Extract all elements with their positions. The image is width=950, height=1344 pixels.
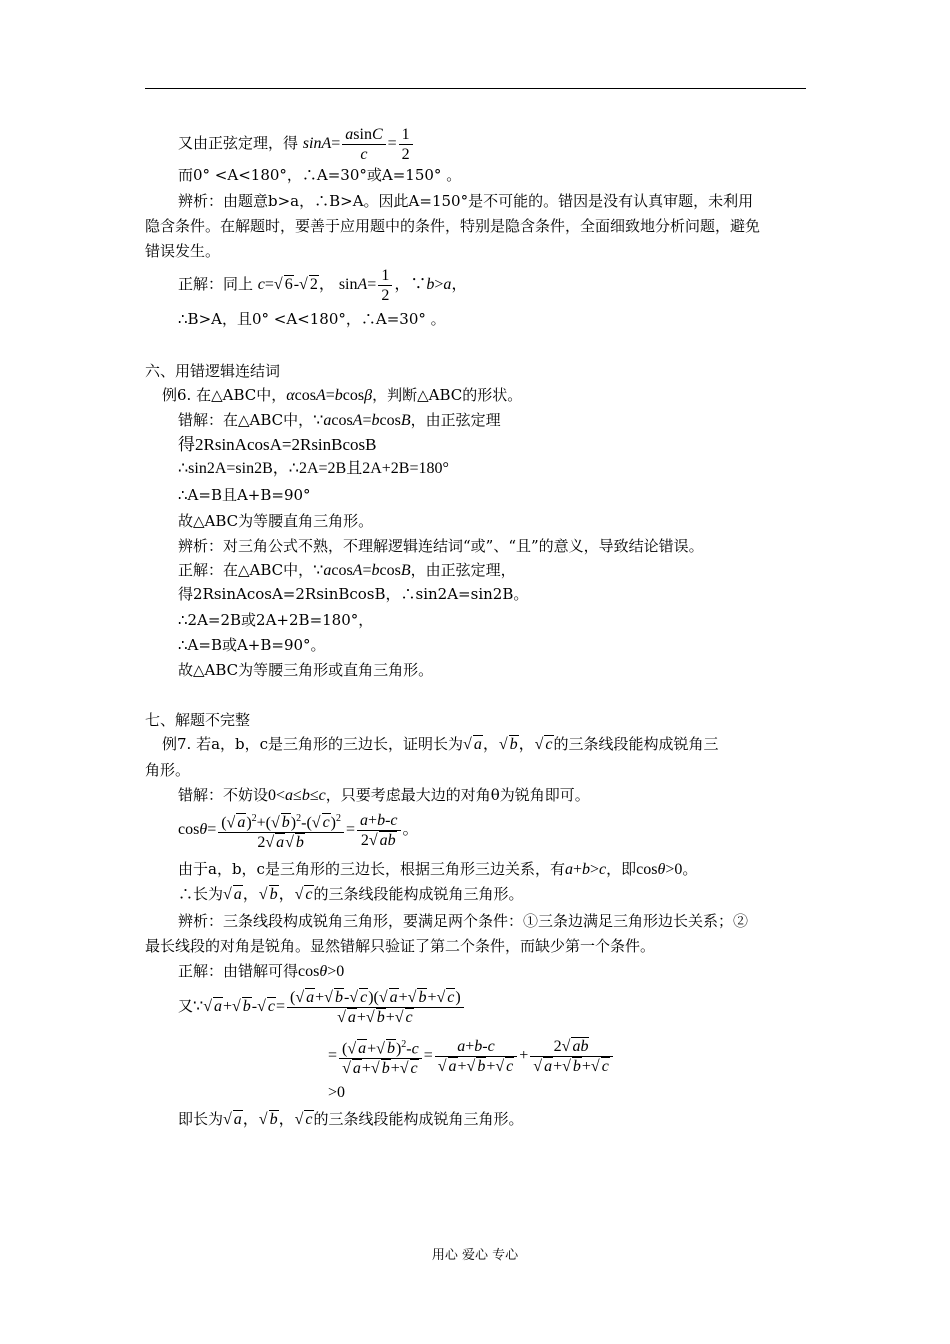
wrong-solution-6-2: 得2RsinAcosA=2RsinBcosB [178, 435, 377, 454]
correct-solution-line [178, 266, 467, 305]
text: ∴长为 [178, 885, 224, 903]
wrong-solution-7-3 [178, 858, 697, 881]
analysis-line-1: 辨析：由题意b>a，∴B>A。因此A=150°是不可能的。错因是没有认真审题，未利用 [178, 192, 754, 210]
example-7-cont: 角形。 [145, 761, 191, 779]
text: ，即 [606, 860, 637, 878]
wrong-solution-6-1 [178, 409, 501, 432]
derivation-line-2: = $\frac{(√ a+√ b)^2-c}{√ a+√ b+√ c}$ = $\frac{a+b-c}{√ a+√ b+√ c}$ + $\frac{2√ ab}{√ a+√ b+√ c}$ [328, 1034, 615, 1078]
header-rule [145, 88, 806, 89]
correct-solution-7-5 [178, 1108, 524, 1131]
sqrt-list: √ a，√ b，√ c [463, 736, 553, 753]
wrong-solution-6-5: 故△ABC为等腰直角三角形。 [178, 512, 374, 530]
line-sine-law [178, 123, 415, 164]
wrong-solution-6-4: ∴A=B且A+B=90° [178, 486, 311, 504]
text: 的三条线段能构成锐角三 [553, 735, 719, 753]
analysis-7-2: 最长线段的对角是锐角。显然错解只验证了第二个条件，而缺少第一个条件。 [145, 937, 656, 955]
wrong-solution-7-1 [178, 784, 590, 807]
analysis-line-2: 隐含条件。在解题时，要善于应用题中的条件，特别是隐含条件，全面细致地分析问题，避免 [145, 217, 761, 235]
text: 的三条线段能构成锐角三角形。 [313, 885, 524, 903]
formula: cosθ>0 [298, 963, 345, 980]
derivation-line-1: 又∵√ a+√ b-√ c= $\frac{(√ a+√ b-√ c)(√ a+√ b+√ c)}{√ a+√ b+√ c}$ [178, 984, 466, 1029]
text: 由于a，b，c是三角形的三边长，根据三角形三边关系，有 [178, 860, 565, 878]
text: 例7. 若a，b，c是三角形的三边长，证明长为 [162, 735, 464, 753]
correct-solution-6-5: 故△ABC为等腰三角形或直角三角形。 [178, 661, 434, 679]
formula: cosθ>0 [636, 861, 683, 878]
text: 例6. 在△ABC中， [162, 386, 287, 404]
formula-ex6: αcosA=bcosβ [286, 387, 373, 404]
formula: 0<a≤b≤c [268, 787, 326, 804]
cos-theta-formula: cosθ= $\frac{(√ a)^2+(√ b)^2-(√ c)^2}{2√ a√ b}$ = $\frac{a+b-c}{2√ ab}$ 。 [178, 808, 419, 852]
conclusion-line: ∴B>A，且0° <A<180°，∴A=30° 。 [178, 310, 446, 328]
text: 错解：在△ABC中， [178, 411, 314, 429]
text: 正解：同上 [178, 275, 254, 294]
formula-c: c=√ 6-√ 2， sinA= $\frac{1}{2}$ ，∵b>a， [257, 267, 468, 304]
formula: ∵acosA=bcosB [313, 562, 411, 579]
text: 即长为 [178, 1110, 224, 1128]
correct-solution-6-4: ∴A=B或A+B=90°。 [178, 636, 326, 654]
correct-solution-6-2: 得2RsinAcosA=2RsinBcosB，∴sin2A=sin2B。 [178, 585, 529, 603]
line-angle-range: 而0° <A<180°，∴A=30°或A=150° 。 [178, 166, 462, 184]
formula: a+b>c [564, 861, 607, 878]
derivation-line-3: >0 [328, 1084, 346, 1101]
wrong-solution-6-3: ∴sin2A=sin2B，∴2A=2B且2A+2B=180° [178, 460, 449, 477]
example-7 [162, 733, 719, 756]
correct-solution-6-1 [178, 559, 516, 582]
analysis-line-3: 错误发生。 [145, 242, 221, 260]
text: 正解：由错解可得 [178, 962, 299, 980]
text: ，由正弦定理， [410, 561, 516, 579]
correct-solution-6-3: ∴2A=2B或2A+2B=180°， [178, 611, 374, 629]
correct-solution-7-1 [178, 960, 344, 983]
example-6 [162, 384, 522, 407]
page-footer: 用心 爱心 专心 [431, 1248, 519, 1263]
analysis-7-1: 辨析：三条线段构成锐角三角形，要满足两个条件：①三条边满足三角形边长关系；② [178, 912, 749, 930]
text: ，判断△ABC的形状。 [372, 386, 523, 404]
sqrt-list: √ a，√ b，√ c [223, 886, 313, 903]
text: 又由正弦定理，得 [178, 134, 299, 152]
text: 。 [682, 860, 698, 878]
formula: ∵acosA=bcosB [313, 412, 411, 429]
text: 错解：不妨设 [178, 786, 269, 804]
formula-sinA: sinA= $\frac{asinC}{c}$ = $\frac{1}{2}$ [303, 135, 415, 152]
sqrt-list: √ a，√ b，√ c [223, 1111, 313, 1128]
text: ，由正弦定理 [410, 411, 501, 429]
wrong-solution-7-4 [178, 883, 524, 906]
section-7-title: 七、解题不完整 [145, 711, 251, 729]
text: 正解：在△ABC中， [178, 561, 314, 579]
text: 的三条线段能构成锐角三角形。 [313, 1110, 524, 1128]
section-6-title: 六、用错逻辑连结词 [145, 362, 281, 380]
text: 又 [178, 997, 194, 1015]
analysis-6: 辨析：对三角公式不熟，不理解逻辑连结词“或”、“且”的意义，导致结论错误。 [178, 537, 704, 555]
text: ，只要考虑最大边的对角θ为锐角即可。 [325, 786, 590, 804]
